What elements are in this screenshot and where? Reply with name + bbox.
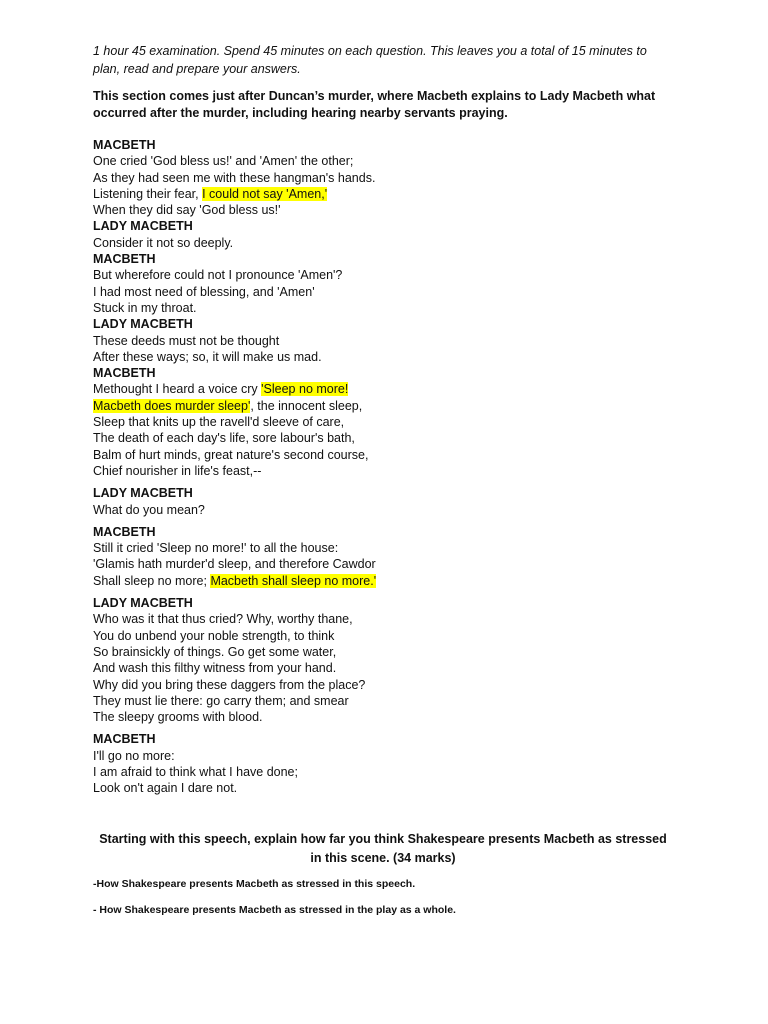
verse-line: Chief nourisher in life's feast,-- bbox=[93, 463, 262, 478]
verse-line: Stuck in my throat. bbox=[93, 300, 197, 315]
verse-line: 'Glamis hath murder'd sleep, and therefore Cawdor bbox=[93, 557, 376, 572]
verse-line bbox=[93, 186, 673, 202]
verse-text: Methought I heard a voice cry bbox=[93, 382, 262, 397]
verse-line: And wash this filthy witness from your hand. bbox=[93, 661, 337, 676]
verse-line: So brainsickly of things. Go get some water, bbox=[93, 644, 337, 659]
exam-instructions: 1 hour 45 examination. Spend 45 minutes on each question. This leaves you a total of 15 minutes to plan, read and prepare your answers. bbox=[93, 44, 647, 76]
verse-line: Who was it that thus cried? Why, worthy thane, bbox=[93, 612, 353, 627]
verse-line bbox=[93, 381, 673, 397]
verse-line: After these ways; so, it will make us mad. bbox=[93, 349, 322, 364]
verse-text: , the innocent sleep, bbox=[250, 398, 363, 413]
play-extract bbox=[93, 137, 673, 797]
speaker-name: LADY MACBETH bbox=[93, 219, 193, 234]
verse-line: I am afraid to think what I have done; bbox=[93, 764, 298, 779]
verse-line: When they did say 'God bless us!' bbox=[93, 203, 281, 218]
verse-line: But wherefore could not I pronounce 'Amen'? bbox=[93, 268, 343, 283]
verse-line: Look on't again I dare not. bbox=[93, 781, 238, 796]
verse-text: Listening their fear, bbox=[93, 186, 203, 201]
speaker-name: LADY MACBETH bbox=[93, 486, 193, 501]
guidance-bullet: - How Shakespeare presents Macbeth as stressed in the play as a whole. bbox=[93, 904, 456, 916]
highlighted-quote: Macbeth shall sleep no more.' bbox=[210, 573, 377, 588]
speaker-name: MACBETH bbox=[93, 252, 156, 267]
verse-line: The sleepy grooms with blood. bbox=[93, 710, 263, 725]
speaker-name: LADY MACBETH bbox=[93, 596, 193, 611]
verse-line: I'll go no more: bbox=[93, 748, 175, 763]
speaker-name: MACBETH bbox=[93, 138, 156, 152]
highlighted-quote: 'Sleep no more! bbox=[261, 382, 349, 397]
verse-text: Shall sleep no more; bbox=[93, 573, 211, 588]
verse-line bbox=[93, 398, 673, 414]
verse-line: Why did you bring these daggers from the place? bbox=[93, 677, 366, 692]
extract-context: This section comes just after Duncan’s murder, where Macbeth explains to Lady Macbeth what occurred after the murder, including hearing nearby servants praying. bbox=[93, 89, 656, 120]
verse-line: They must lie there: go carry them; and smear bbox=[93, 693, 349, 708]
speaker-name: MACBETH bbox=[93, 732, 156, 747]
speaker-name: LADY MACBETH bbox=[93, 317, 193, 332]
verse-line: Balm of hurt minds, great nature's second course, bbox=[93, 447, 369, 462]
speaker-name: MACBETH bbox=[93, 524, 156, 539]
verse-line: The death of each day's life, sore labour's bath, bbox=[93, 431, 355, 446]
verse-line: What do you mean? bbox=[93, 502, 205, 517]
guidance-bullet: -How Shakespeare presents Macbeth as stressed in this speech. bbox=[93, 878, 416, 890]
verse-line: Consider it not so deeply. bbox=[93, 235, 234, 250]
highlighted-quote: Macbeth does murder sleep' bbox=[93, 398, 251, 413]
verse-line: As they had seen me with these hangman's hands. bbox=[93, 170, 376, 185]
highlighted-quote: I could not say 'Amen,' bbox=[202, 186, 328, 201]
verse-line: You do unbend your noble strength, to think bbox=[93, 628, 335, 643]
verse-line: One cried 'God bless us!' and 'Amen' the other; bbox=[93, 154, 354, 169]
verse-line: Sleep that knits up the ravell'd sleeve of care, bbox=[93, 415, 345, 430]
verse-line: I had most need of blessing, and 'Amen' bbox=[93, 284, 315, 299]
exam-question: Starting with this speech, explain how far you think Shakespeare presents Macbeth as stressed in this scene. (34 marks) bbox=[99, 832, 667, 865]
exam-page bbox=[93, 42, 673, 797]
verse-line bbox=[93, 573, 673, 589]
speaker-name: MACBETH bbox=[93, 366, 156, 381]
verse-line: These deeds must not be thought bbox=[93, 333, 280, 348]
verse-line: Still it cried 'Sleep no more!' to all the house: bbox=[93, 541, 339, 556]
